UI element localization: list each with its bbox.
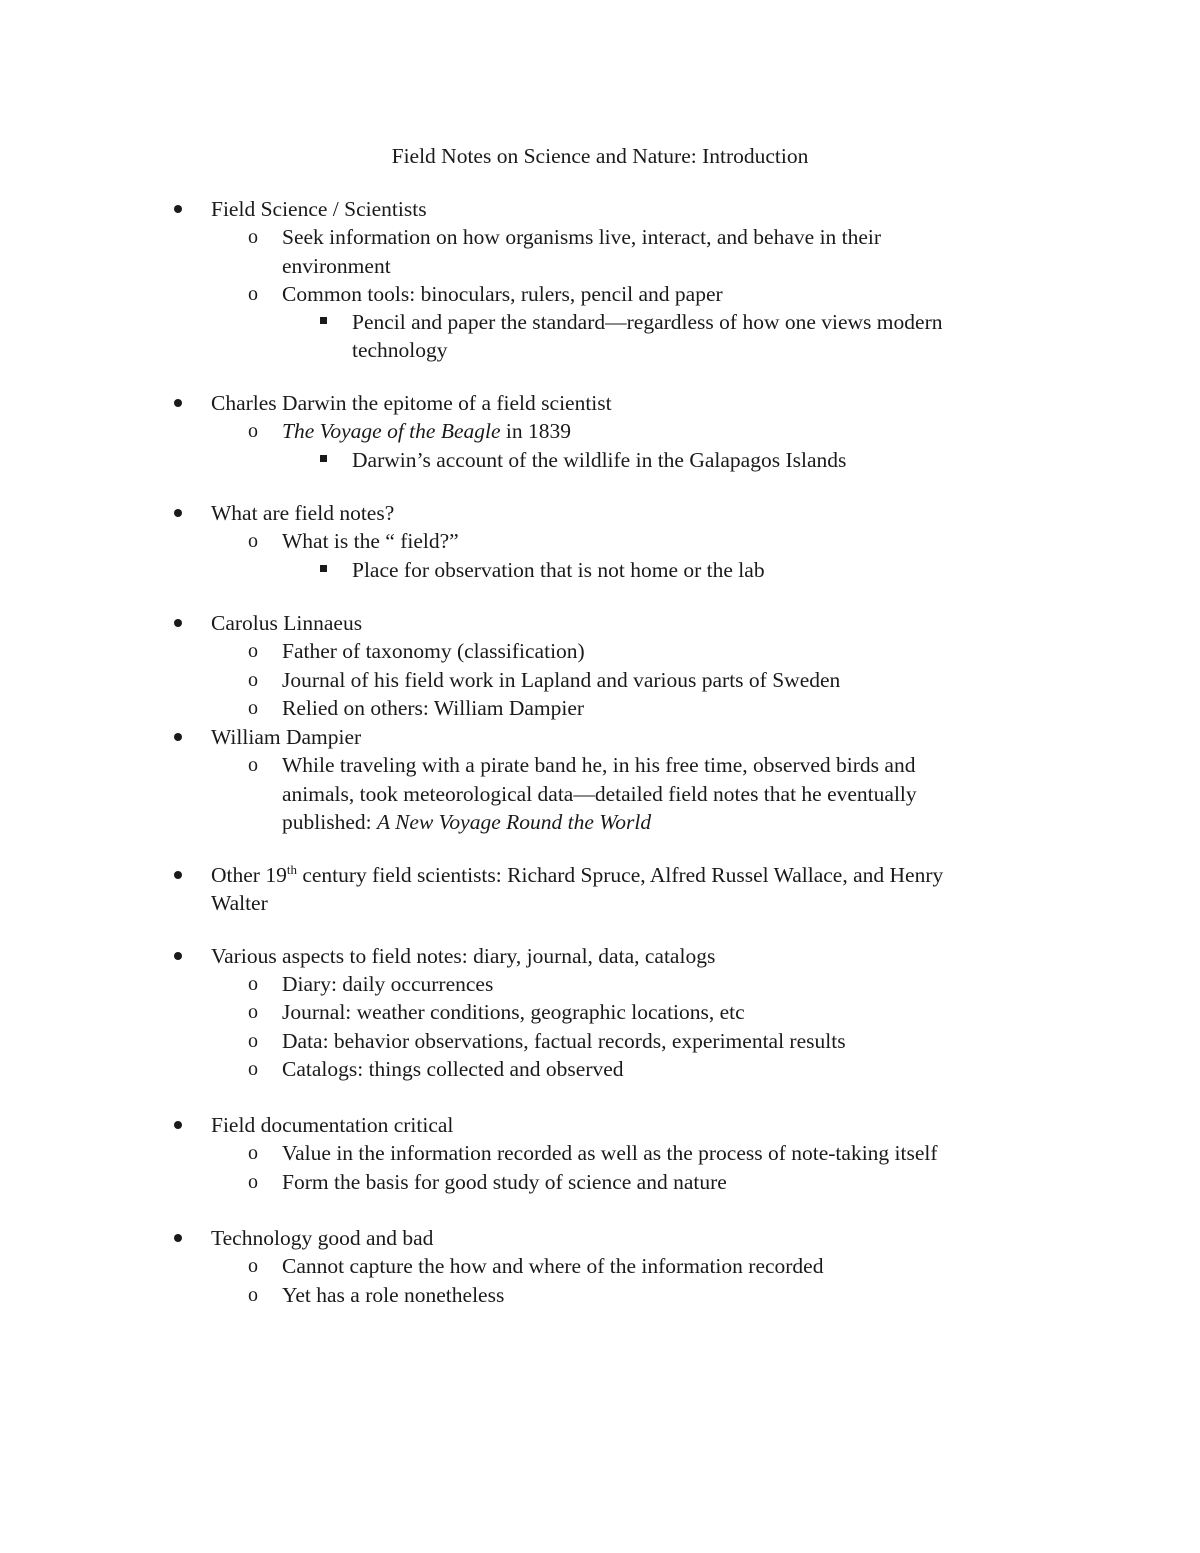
circle-bullet-icon: o [248,640,258,662]
list-item-text: century field scientists: Richard Spruce, Alfred Russel Wallace, and Henry [296,863,944,887]
list-item [211,861,943,889]
circle-bullet-icon: o [248,1001,258,1023]
bullet-icon [174,195,182,213]
square-bullet-icon [320,565,327,572]
list-item: Common tools: binoculars, rulers, pencil and paper [282,282,723,306]
list-item: Journal of his field work in Lapland and various parts of Sweden [282,668,841,692]
list-item-text: in 1839 [500,419,572,443]
list-item: Relied on others: William Dampier [282,696,585,720]
circle-bullet-icon: o [248,1058,258,1080]
circle-bullet-icon: o [248,283,258,305]
circle-bullet-icon: o [248,1255,258,1277]
circle-bullet-icon: o [248,530,258,552]
list-item: Carolus Linnaeus [211,611,363,635]
list-item: Field Science / Scientists [211,197,427,221]
list-item: Technology good and bad [211,1226,434,1250]
list-item: What is the “ field?” [282,529,459,553]
list-item-text: Other 19 [211,863,287,887]
list-item: While traveling with a pirate band he, in his free time, observed birds and [282,753,916,777]
list-item-continuation: animals, took meteorological data—detailed field notes that he eventually [282,782,917,806]
list-item: Yet has a role nonetheless [282,1283,505,1307]
circle-bullet-icon: o [248,697,258,719]
bullet-icon [174,389,182,407]
list-item-continuation: environment [282,254,391,278]
bullet-icon [174,609,182,627]
square-bullet-icon [320,455,327,462]
circle-bullet-icon: o [248,1284,258,1306]
list-item: Journal: weather conditions, geographic locations, etc [282,1000,745,1024]
bullet-icon [174,861,182,879]
list-item: William Dampier [211,725,362,749]
square-bullet-icon [320,317,327,324]
superscript: th [286,862,297,877]
list-item: Seek information on how organisms live, interact, and behave in their [282,225,882,249]
list-item: Charles Darwin the epitome of a field scientist [211,391,612,415]
list-item: Catalogs: things collected and observed [282,1057,624,1081]
list-item: Place for observation that is not home or the lab [352,558,765,582]
circle-bullet-icon: o [248,669,258,691]
list-item-continuation: technology [352,338,448,362]
circle-bullet-icon: o [248,1142,258,1164]
page-title: Field Notes on Science and Nature: Introduction [391,144,809,168]
list-item: Father of taxonomy (classification) [282,639,585,663]
bullet-icon [174,1111,182,1129]
list-item: Various aspects to field notes: diary, journal, data, catalogs [211,944,716,968]
circle-bullet-icon: o [248,226,258,248]
list-item [282,417,571,445]
bullet-icon [174,723,182,741]
list-item: Field documentation critical [211,1113,454,1137]
list-item: Pencil and paper the standard—regardless of how one views modern [352,310,943,334]
book-title: A New Voyage Round the World [376,810,652,834]
list-item: What are field notes? [211,501,395,525]
bullet-icon [174,1224,182,1242]
circle-bullet-icon: o [248,754,258,776]
list-item-continuation: Walter [211,891,268,915]
list-item: Cannot capture the how and where of the information recorded [282,1254,824,1278]
circle-bullet-icon: o [248,973,258,995]
bullet-icon [174,942,182,960]
list-item-continuation [282,808,651,836]
list-item: Darwin’s account of the wildlife in the Galapagos Islands [352,448,847,472]
book-title: The Voyage of the Beagle [282,419,501,443]
bullet-icon [174,499,182,517]
list-item: Value in the information recorded as well as the process of note-taking itself [282,1141,938,1165]
list-item-text: published: [282,810,377,834]
circle-bullet-icon: o [248,420,258,442]
list-item: Form the basis for good study of science and nature [282,1170,727,1194]
list-item: Diary: daily occurrences [282,972,494,996]
circle-bullet-icon: o [248,1030,258,1052]
list-item: Data: behavior observations, factual records, experimental results [282,1029,846,1053]
circle-bullet-icon: o [248,1171,258,1193]
